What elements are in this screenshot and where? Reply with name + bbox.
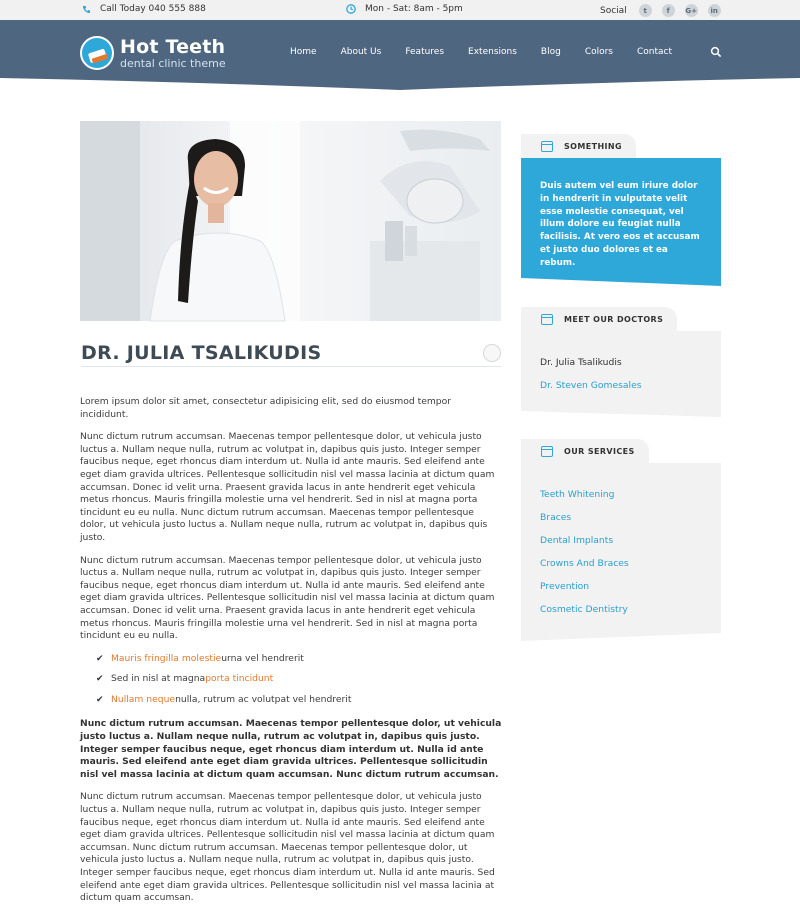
list-item: ✔ Nullam neque nulla, rutrum ac volutpat vel hendrerit: [96, 693, 352, 705]
widget-tab: [521, 439, 649, 463]
site-logo[interactable]: [80, 36, 226, 70]
widget-text: Duis autem vel eum iriure dolor in hendrerit in vulputate velit esse molestie consequat, vel illum dolore eu feugiat nulla facilisis. At vero eos et accusam et justo duo dolores et ea rebum.: [540, 181, 700, 268]
service-link[interactable]: Dental Implants: [540, 535, 614, 546]
phone-icon: [82, 5, 91, 14]
twitter-icon[interactable]: t: [639, 4, 652, 17]
service-link[interactable]: Braces: [540, 512, 572, 523]
paragraph: Nunc dictum rutrum accumsan. Maecenas tempor pellentesque dolor, ut vehicula justo luctus a. Nullam neque nulla, rutrum ac volutpat in, dapibus quis justo. Integer semper faucibus neque, eget rhoncus diam interdum ut. Nulla id ante mauris. Sed eleifend ante eget diam gravida ultrices. Pellentesque sollicitudin nisl vel massa lacinia at dictum quam accumsan. Nunc dictum rutrum accumsan. Maecenas tempor pellentesque dolor, ut vehicula justo luctus a. Nullam neque nulla, rutrum ac volutpat in, dapibus quis justo. Integer semper faucibus neque, eget rhoncus diam interdum ut. Nulla id ante mauris. Sed eleifend ante eget diam gravida ultrices. Pellentesque sollicitudin nisl vel massa lacinia at dictum quam accumsan.: [80, 791, 495, 904]
widget-tab: [521, 134, 636, 158]
widget-tab: [521, 307, 677, 331]
intro-paragraph: Lorem ipsum dolor sit amet, consectetur adipisicing elit, sed do eiusmod tempor incididunt.: [80, 396, 452, 420]
doctor-photo: [80, 121, 501, 321]
widget-title: OUR SERVICES: [564, 446, 635, 456]
paragraph: Nunc dictum rutrum accumsan. Maecenas tempor pellentesque dolor, ut vehicula justo luctus a. Nullam neque nulla, rutrum ac volutpat in, dapibus quis justo. Integer semper faucibus neque, eget rhoncus diam interdum ut. Nulla id ante mauris. Sed eleifend ante eget diam gravida ultrices. Pellentesque sollicitudin nisl vel massa lacinia at dictum quam accumsan. Donec id velit urna. Praesent gravida lacus in ante hendrerit eget vehicula metus rhoncus. Mauris fringilla molestie urna vel hendrerit. Sed in nisl at magna porta tincidunt eu eu nulla.: [80, 554, 495, 642]
doctor-item[interactable]: Dr. Julia Tsalikudis: [540, 357, 622, 368]
calendar-icon: [541, 446, 553, 457]
social-label: Social: [600, 5, 627, 16]
site-header: [0, 20, 800, 90]
nav-features[interactable]: Features: [405, 47, 445, 57]
page-title: DR. JULIA TSALIKUDIS: [81, 342, 322, 364]
check-icon: ✔: [96, 653, 104, 664]
logo-subtitle: dental clinic theme: [120, 56, 226, 70]
nav-extensions[interactable]: Extensions: [468, 47, 517, 57]
logo-title: Hot Teeth: [120, 35, 226, 58]
phone-info: [82, 4, 206, 14]
opening-hours: [346, 4, 463, 14]
search-icon[interactable]: [710, 46, 722, 58]
facebook-icon[interactable]: f: [662, 4, 675, 17]
doctor-item[interactable]: Dr. Steven Gomesales: [540, 380, 642, 391]
list-link[interactable]: Mauris fringilla molestie: [111, 652, 222, 664]
nav-blog[interactable]: Blog: [540, 47, 561, 57]
bold-paragraph: Nunc dictum rutrum accumsan. Maecenas tempor pellentesque dolor, ut vehicula justo luctus a. Nullam neque nulla, rutrum ac volutpat in, dapibus quis justo. Integer semper faucibus neque, eget rhoncus diam interdum ut. Nulla id ante mauris. Sed eleifend ante eget diam gravida ultrices. Pellentesque sollicitudin nisl vel massa lacinia at dictum quam accumsan. Nunc dictum rutrum accumsan.: [80, 718, 502, 780]
service-link[interactable]: Prevention: [540, 581, 590, 592]
list-link[interactable]: Nullam neque: [111, 693, 176, 705]
calendar-icon: [541, 141, 553, 152]
list-link[interactable]: porta tincidunt: [205, 673, 274, 685]
nav-colors[interactable]: Colors: [584, 47, 613, 57]
check-icon: ✔: [96, 674, 104, 685]
hours-text: Mon - Sat: 8am - 5pm: [365, 4, 463, 14]
check-list: [96, 653, 502, 707]
title-divider: [81, 366, 501, 367]
google-plus-icon[interactable]: G+: [685, 4, 698, 17]
service-link[interactable]: Cosmetic Dentistry: [540, 604, 628, 615]
check-icon: ✔: [96, 694, 104, 705]
clock-icon: [346, 4, 356, 14]
widget-body: [521, 331, 721, 417]
service-link[interactable]: Teeth Whitening: [540, 489, 615, 500]
calendar-icon: [541, 314, 553, 325]
linkedin-icon[interactable]: in: [708, 4, 721, 17]
tooth-logo-icon: [80, 36, 114, 70]
nav-home[interactable]: Home: [290, 47, 317, 57]
list-item: ✔ Mauris fringilla molestie urna vel hendrerit: [96, 652, 304, 664]
widget-body: [521, 158, 721, 286]
link-badge-icon: [483, 344, 501, 362]
nav-about-us[interactable]: About Us: [340, 47, 382, 57]
list-item: ✔ Sed in nisl at magna porta tincidunt: [96, 673, 274, 685]
paragraph: Nunc dictum rutrum accumsan. Maecenas tempor pellentesque dolor, ut vehicula justo luctus a. Nullam neque nulla, rutrum ac volutpat in, dapibus quis justo. Integer semper faucibus neque, eget rhoncus diam interdum ut. Nulla id ante mauris. Sed eleifend ante eget diam gravida ultrices. Pellentesque sollicitudin nisl vel massa lacinia at dictum quam accumsan. Donec id velit urna. Praesent gravida lacus in ante hendrerit eget vehicula metus rhoncus. Mauris fringilla molestie urna vel hendrerit. Sed in nisl at magna porta tincidunt eu eu nulla. Nunc dictum rutrum accumsan. Maecenas tempor pellentesque dolor, ut vehicula justo luctus a. Nullam neque nulla, rutrum ac volutpat in, dapibus quis justo.: [80, 431, 495, 543]
widget-title: MEET OUR DOCTORS: [564, 314, 664, 324]
nav-contact[interactable]: Contact: [637, 47, 673, 57]
article-body: [80, 396, 502, 915]
top-info-bar: [0, 0, 800, 20]
widget-body: [521, 463, 721, 641]
service-link[interactable]: Crowns And Braces: [540, 558, 629, 569]
widget-title: SOMETHING: [564, 141, 622, 151]
phone-text: Call Today 040 555 888: [100, 4, 206, 14]
social-links: [600, 4, 731, 17]
main-nav: [278, 47, 684, 57]
